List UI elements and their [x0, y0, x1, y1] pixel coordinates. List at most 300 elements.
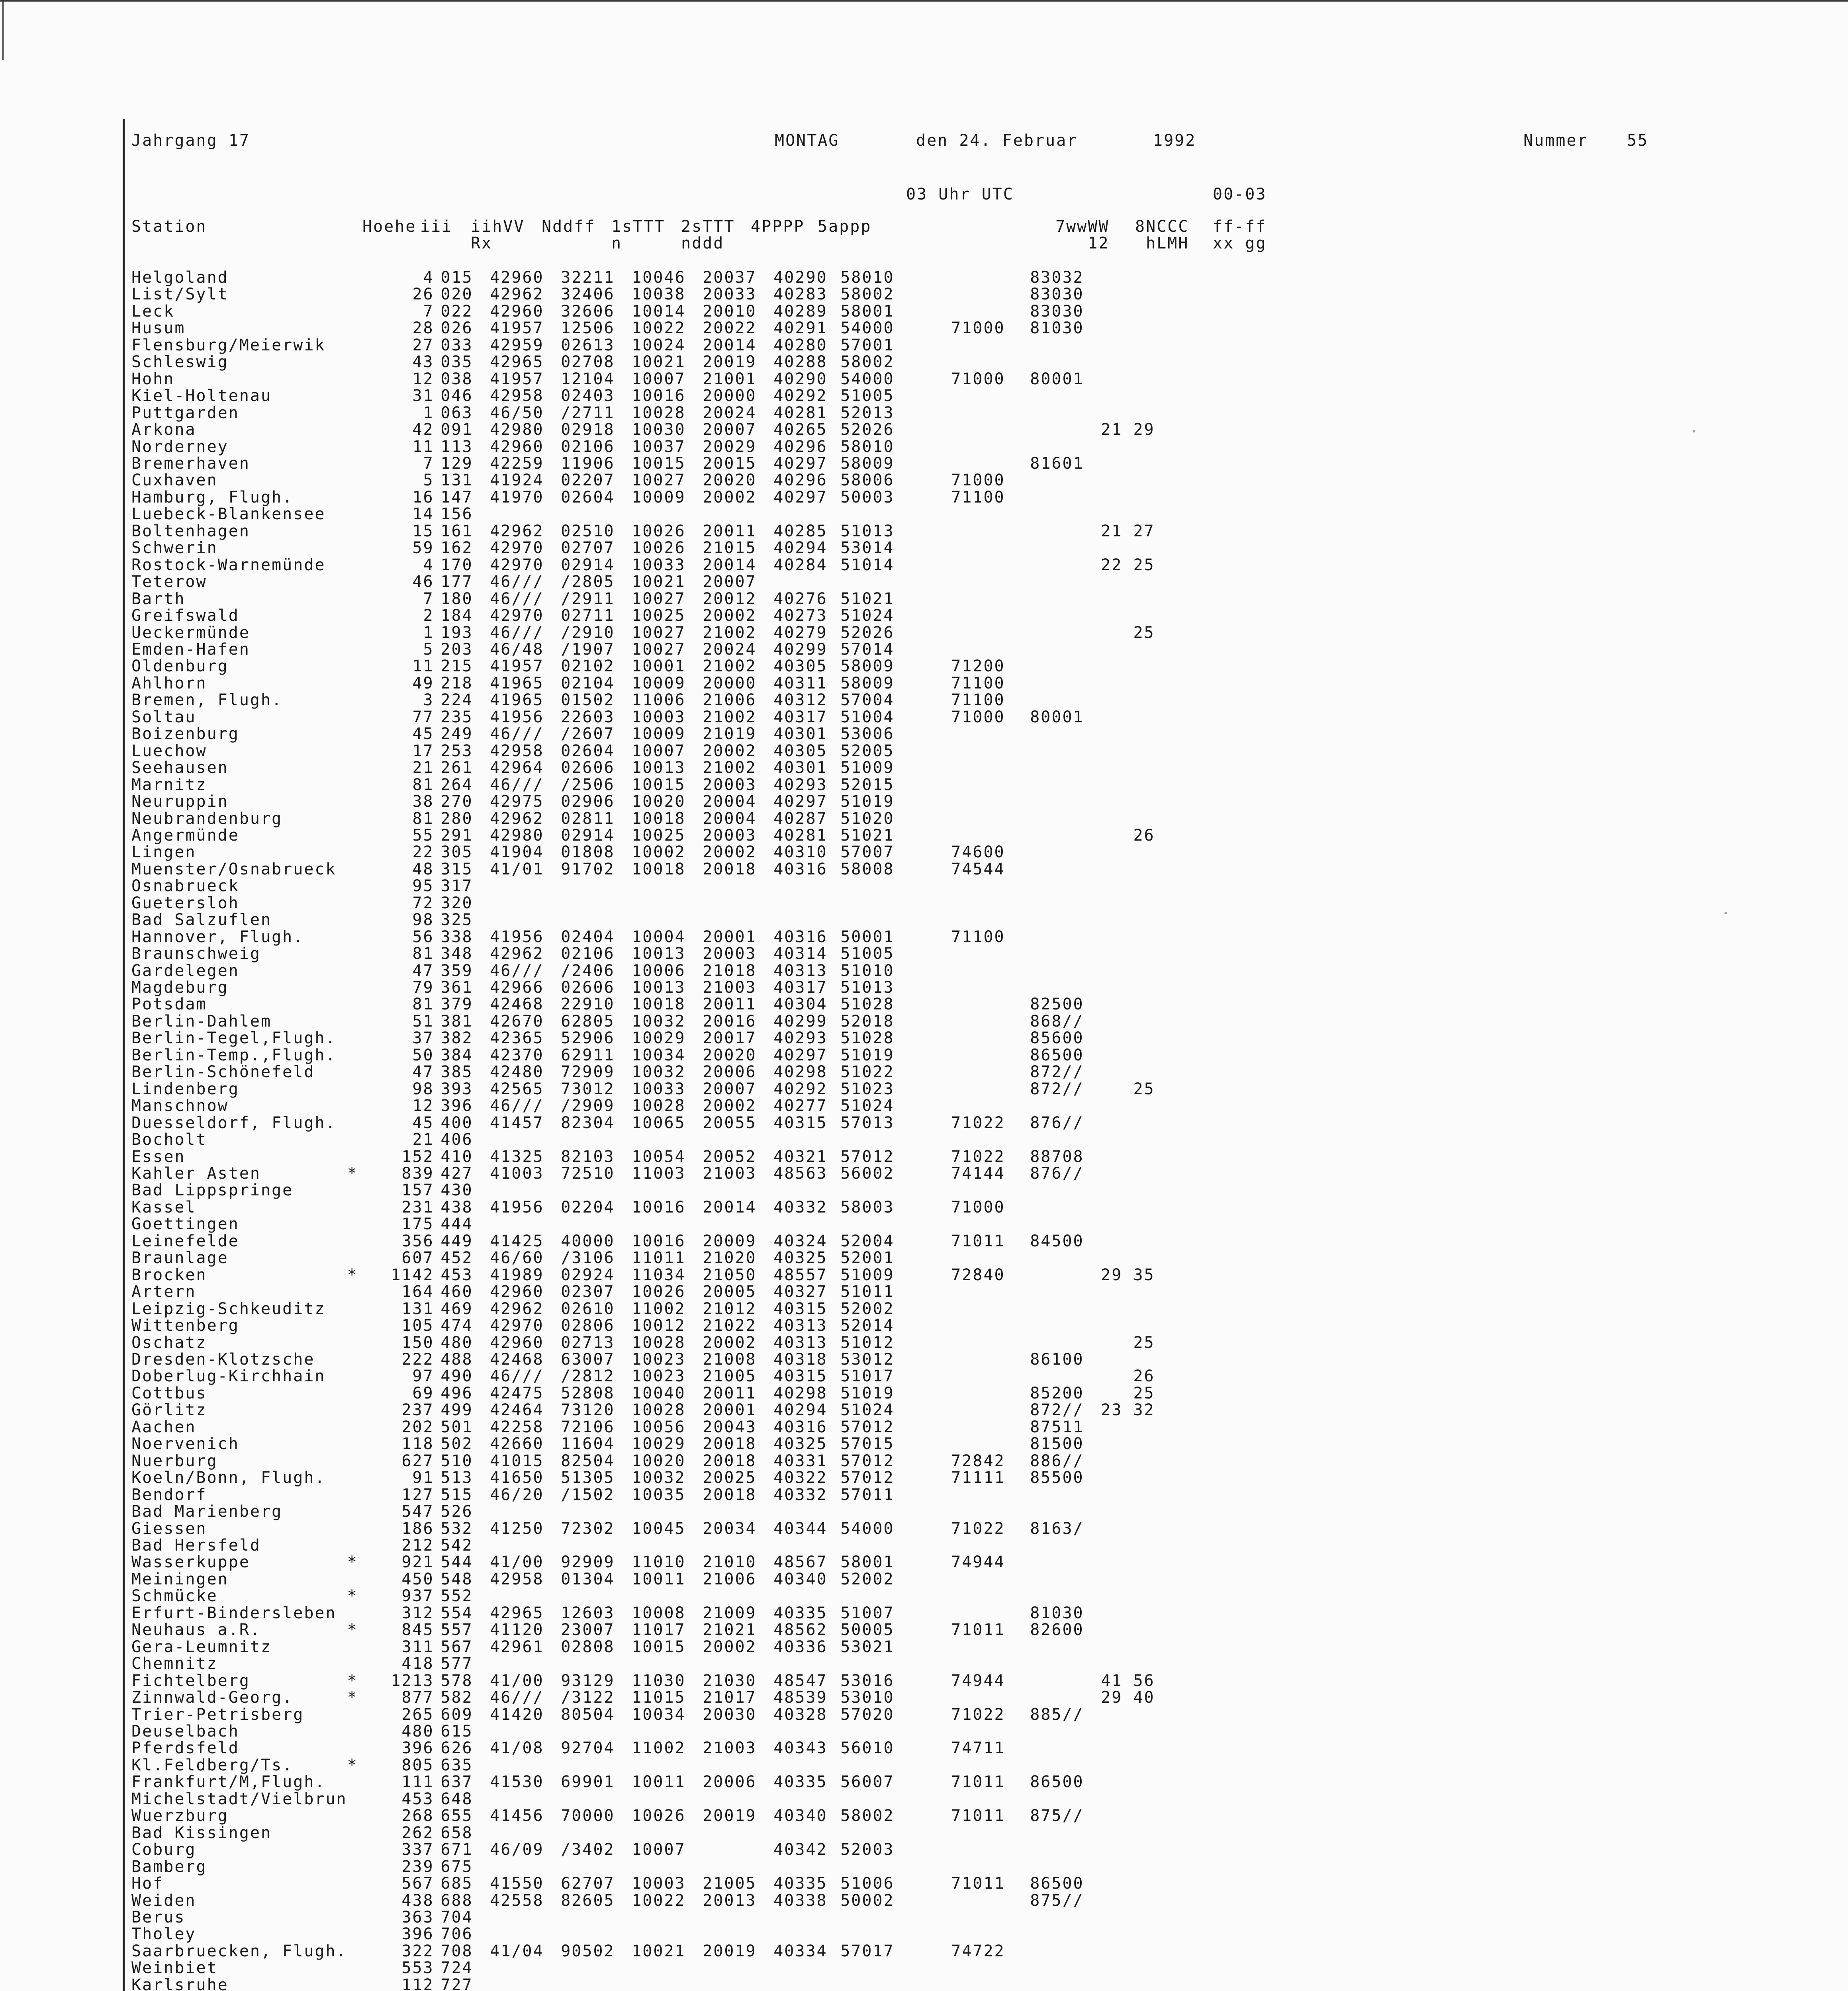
station-id: 510 — [440, 1451, 473, 1470]
group-4pppp: 40312 — [773, 691, 828, 710]
station-id: 526 — [440, 1502, 473, 1521]
group-nddff: 02106 — [561, 437, 615, 456]
group-7wwww — [895, 1537, 1005, 1554]
table-row — [131, 743, 1155, 759]
group-2sttt: 20003 — [703, 775, 757, 794]
group-1sttt: 10015 — [632, 775, 686, 794]
group-iihvv: 42958 — [490, 741, 544, 760]
group-1sttt — [615, 1588, 686, 1604]
group-7wwww — [895, 1858, 1005, 1875]
station-id: 615 — [440, 1722, 473, 1741]
station-id: 184 — [440, 606, 473, 625]
station-id: 381 — [440, 1012, 473, 1031]
group-1sttt — [615, 1723, 686, 1740]
group-8nccc — [1005, 1588, 1084, 1604]
group-7wwww — [895, 1216, 1005, 1232]
station-id: 655 — [440, 1807, 473, 1825]
station-height: 186 — [401, 1519, 434, 1538]
table-row — [131, 1131, 1155, 1148]
group-8nccc — [1005, 1097, 1084, 1114]
station-height: 3 — [423, 691, 434, 710]
group-8nccc — [1005, 793, 1084, 810]
group-8nccc — [1005, 337, 1084, 354]
station-height: 1142 — [391, 1265, 434, 1284]
table-row — [131, 1841, 1155, 1858]
group-4pppp: 40342 — [773, 1840, 828, 1859]
station-name: Tholey — [131, 1925, 196, 1944]
group-4pppp: 40273 — [773, 606, 828, 625]
alpine-marker — [347, 1368, 387, 1385]
group-4pppp: 40301 — [773, 759, 828, 777]
group-2sttt: 20009 — [703, 1232, 757, 1250]
table-row — [131, 387, 1155, 404]
station-id: 427 — [440, 1164, 473, 1183]
group-nddff — [544, 911, 615, 928]
station-id: 453 — [440, 1265, 473, 1284]
group-2sttt: 21010 — [703, 1553, 757, 1572]
group-1sttt: 10016 — [632, 387, 686, 405]
alpine-marker — [347, 1250, 387, 1266]
gust-ff — [1084, 641, 1155, 658]
group-7wwww — [895, 540, 1005, 556]
gust-ff — [1084, 1148, 1155, 1165]
station-name: Flensburg/Meierwik — [131, 336, 326, 354]
table-row — [131, 692, 1155, 708]
alpine-marker — [347, 421, 387, 438]
group-7wwww — [895, 1926, 1005, 1942]
group-7wwww — [895, 1605, 1005, 1621]
group-5appp: 54000 — [840, 319, 895, 338]
gust-ff — [1084, 1419, 1155, 1436]
station-name: Neuhaus a.R. — [131, 1621, 261, 1639]
group-iihvv — [473, 1960, 544, 1976]
group-8nccc — [1005, 743, 1084, 759]
group-4pppp: 40284 — [773, 555, 828, 574]
station-height: 7 — [423, 454, 434, 473]
col-8nccc: 8NCCC hLMH — [1135, 217, 1189, 252]
group-7wwww — [895, 1250, 1005, 1266]
station-height: 175 — [401, 1215, 434, 1234]
group-iihvv: 41957 — [490, 319, 544, 338]
group-nddff: 02914 — [561, 826, 615, 845]
alpine-marker: * — [347, 1688, 358, 1707]
table-row — [131, 1453, 1155, 1469]
table-row — [131, 1097, 1155, 1114]
group-nddff: 02606 — [561, 759, 615, 777]
group-7wwww: 71022 — [951, 1113, 1005, 1132]
group-7wwww — [895, 1503, 1005, 1520]
alpine-marker — [347, 1791, 387, 1807]
group-4pppp: 40344 — [773, 1519, 828, 1538]
table-row — [131, 1588, 1155, 1604]
group-8nccc — [1005, 1283, 1084, 1300]
group-1sttt: 10015 — [632, 454, 686, 473]
station-name: Erfurt-Bindersleben — [131, 1604, 337, 1622]
group-5appp: 58010 — [840, 437, 895, 456]
group-7wwww: 72840 — [951, 1265, 1005, 1284]
issue-number-label: Nummer — [1523, 131, 1588, 150]
group-1sttt: 10026 — [632, 522, 686, 540]
station-id: 637 — [440, 1773, 473, 1792]
group-4pppp: 40335 — [773, 1773, 828, 1792]
group-2sttt: 20019 — [703, 1942, 757, 1960]
group-4pppp: 40321 — [773, 1147, 828, 1166]
group-4pppp — [757, 1757, 828, 1774]
group-5appp: 54000 — [840, 1519, 895, 1538]
group-7wwww: 71011 — [951, 1807, 1005, 1825]
group-1sttt: 11002 — [632, 1739, 686, 1758]
group-5appp: 51005 — [840, 945, 895, 963]
group-8nccc — [1005, 675, 1084, 692]
group-iihvv: 42975 — [490, 792, 544, 811]
gust-ff — [1084, 793, 1155, 810]
station-height: 81 — [412, 775, 434, 794]
group-iihvv — [473, 1216, 544, 1232]
gust-ff — [1084, 929, 1155, 945]
group-5appp: 53014 — [840, 539, 895, 557]
station-name: Coburg — [131, 1840, 196, 1859]
group-5appp: 52026 — [840, 623, 895, 642]
alpine-marker — [347, 1436, 387, 1452]
gust-ff — [1084, 1097, 1155, 1114]
station-height: 17 — [412, 741, 434, 760]
group-1sttt — [615, 506, 686, 522]
group-1sttt: 10029 — [632, 1435, 686, 1453]
group-2sttt: 20017 — [703, 1029, 757, 1048]
group-8nccc: 83030 — [1030, 302, 1084, 321]
group-1sttt: 10008 — [632, 1604, 686, 1622]
alpine-marker — [347, 489, 387, 506]
group-5appp: 57017 — [840, 1942, 895, 1960]
station-name: Noervenich — [131, 1435, 239, 1453]
group-7wwww: 74944 — [951, 1553, 1005, 1572]
station-id: 708 — [440, 1942, 473, 1960]
gust-period: 00-03 — [1213, 185, 1267, 203]
table-row — [131, 1571, 1155, 1588]
gust-ff — [1084, 1571, 1155, 1588]
table-row — [131, 557, 1155, 573]
station-name: Kiel-Holtenau — [131, 387, 272, 405]
station-id: 460 — [440, 1283, 473, 1301]
gust-ff — [1084, 1283, 1155, 1300]
station-name: Bad Kissingen — [131, 1823, 272, 1842]
group-7wwww — [895, 387, 1005, 404]
group-iihvv: 42980 — [490, 826, 544, 845]
station-height: 438 — [401, 1891, 434, 1910]
group-5appp: 52026 — [840, 420, 895, 439]
group-4pppp — [757, 1960, 828, 1976]
group-4pppp: 40296 — [773, 471, 828, 490]
group-8nccc — [1005, 1791, 1084, 1807]
group-nddff: 92909 — [561, 1553, 615, 1572]
gust-ff — [1084, 1013, 1155, 1030]
group-4pppp: 40281 — [773, 826, 828, 845]
station-name: Meiningen — [131, 1570, 229, 1588]
station-height: 105 — [401, 1316, 434, 1335]
group-2sttt — [686, 1791, 757, 1807]
alpine-marker — [347, 709, 387, 726]
group-5appp: 51028 — [840, 1029, 895, 1048]
group-iihvv: 42965 — [490, 1604, 544, 1622]
station-name: Braunlage — [131, 1249, 229, 1267]
station-id: 280 — [440, 809, 473, 828]
station-id: 675 — [440, 1857, 473, 1876]
group-1sttt — [615, 1537, 686, 1554]
station-id: 578 — [440, 1671, 473, 1690]
table-row — [131, 861, 1155, 878]
group-8nccc — [1005, 1199, 1084, 1216]
table-row — [131, 1875, 1155, 1892]
group-nddff: 02713 — [561, 1333, 615, 1352]
station-id: 430 — [440, 1181, 473, 1200]
station-id: 548 — [440, 1570, 473, 1588]
group-iihvv: 42961 — [490, 1637, 544, 1656]
table-row — [131, 962, 1155, 979]
group-7wwww — [895, 1655, 1005, 1672]
group-7wwww — [895, 1571, 1005, 1588]
group-2sttt: 20020 — [703, 471, 757, 490]
gust-ff — [1084, 979, 1155, 996]
station-id: 706 — [440, 1925, 473, 1944]
group-1sttt: 10002 — [632, 843, 686, 862]
group-7wwww: 71100 — [951, 488, 1005, 507]
group-8nccc: 81601 — [1030, 454, 1084, 473]
station-name: Doberlug-Kirchhain — [131, 1367, 326, 1386]
group-2sttt: 20003 — [703, 945, 757, 963]
group-1sttt: 10020 — [632, 1451, 686, 1470]
station-name: Husum — [131, 319, 186, 338]
alpine-marker — [347, 929, 387, 945]
group-iihvv — [473, 1926, 544, 1942]
gust-ff — [1084, 371, 1155, 387]
group-2sttt: 20002 — [703, 606, 757, 625]
group-7wwww: 71200 — [951, 657, 1005, 676]
group-nddff: 23007 — [561, 1621, 615, 1639]
station-name: Bendorf — [131, 1485, 207, 1504]
alpine-marker — [347, 1115, 387, 1131]
gust-ff — [1084, 286, 1155, 303]
group-8nccc — [1005, 438, 1084, 455]
group-8nccc — [1005, 979, 1084, 996]
group-8nccc: 876// — [1030, 1164, 1084, 1183]
group-iihvv: 41965 — [490, 674, 544, 692]
group-5appp: 58001 — [840, 1553, 895, 1572]
station-name: Arkona — [131, 420, 196, 439]
group-4pppp: 40299 — [773, 1012, 828, 1031]
group-iihvv: 46/// — [490, 573, 544, 591]
group-2sttt: 20052 — [703, 1147, 757, 1166]
station-id: 544 — [440, 1553, 473, 1572]
group-iihvv: 42660 — [490, 1435, 544, 1453]
station-height: 450 — [401, 1570, 434, 1588]
group-1sttt: 11030 — [632, 1671, 686, 1690]
station-id: 170 — [440, 555, 473, 574]
alpine-marker — [347, 962, 387, 979]
group-2sttt: 20002 — [703, 843, 757, 862]
station-name: Kl.Feldberg/Ts. — [131, 1756, 294, 1774]
group-nddff: 02906 — [561, 792, 615, 811]
station-id: 177 — [440, 573, 473, 591]
group-2sttt — [686, 1537, 757, 1554]
alpine-marker — [347, 1723, 387, 1740]
station-name: Bremen, Flugh. — [131, 691, 283, 710]
station-id: 452 — [440, 1249, 473, 1267]
gust-ff — [1084, 506, 1155, 522]
group-nddff: 93129 — [561, 1671, 615, 1690]
group-nddff: 62805 — [561, 1012, 615, 1031]
group-nddff: /2910 — [561, 623, 615, 642]
group-5appp: 56002 — [840, 1164, 895, 1183]
group-4pppp: 40340 — [773, 1570, 828, 1588]
scan-edge-top — [0, 0, 1848, 2]
group-2sttt: 21009 — [703, 1604, 757, 1622]
group-nddff: 02307 — [561, 1283, 615, 1301]
station-name: Boizenburg — [131, 725, 239, 743]
group-iihvv — [473, 1977, 544, 1991]
group-4pppp: 40332 — [773, 1485, 828, 1504]
group-1sttt: 10033 — [632, 555, 686, 574]
station-height: 47 — [412, 961, 434, 980]
station-name: Duesseldorf, Flugh. — [131, 1113, 337, 1132]
group-5appp: 57015 — [840, 1435, 895, 1453]
group-5appp: 52018 — [840, 1012, 895, 1031]
group-4pppp — [757, 1791, 828, 1807]
group-8nccc — [1005, 387, 1084, 404]
group-1sttt — [615, 1858, 686, 1875]
group-1sttt: 10007 — [632, 1840, 686, 1859]
group-2sttt: 20004 — [703, 792, 757, 811]
group-8nccc: 80001 — [1030, 370, 1084, 388]
group-8nccc: 81030 — [1030, 319, 1084, 338]
group-nddff: /2607 — [561, 725, 615, 743]
group-5appp: 53016 — [840, 1671, 895, 1690]
group-iihvv — [473, 1791, 544, 1807]
station-height: 48 — [412, 860, 434, 878]
station-name: Potsdam — [131, 995, 207, 1014]
gust-ff — [1084, 911, 1155, 928]
gust-ff — [1084, 861, 1155, 878]
station-name: Oldenburg — [131, 657, 229, 676]
scan-speck — [1725, 912, 1727, 914]
group-5appp: 51024 — [840, 1401, 895, 1420]
group-7wwww — [895, 945, 1005, 962]
gust-ff — [1084, 1909, 1155, 1926]
table-row — [131, 1926, 1155, 1942]
group-nddff: 90502 — [561, 1942, 615, 1960]
station-id: 406 — [440, 1130, 473, 1149]
station-name: Magdeburg — [131, 978, 229, 997]
group-7wwww — [895, 405, 1005, 421]
station-name: Bad Marienberg — [131, 1502, 283, 1521]
station-name: Bad Lippspringe — [131, 1181, 294, 1200]
alpine-marker — [347, 1317, 387, 1334]
table-row — [131, 489, 1155, 506]
group-8nccc — [1005, 607, 1084, 624]
group-1sttt: 10009 — [632, 725, 686, 743]
gust-ff — [1084, 1858, 1155, 1875]
group-iihvv — [473, 911, 544, 928]
group-nddff — [544, 1791, 615, 1807]
station-id: 015 — [440, 268, 473, 287]
station-name: Brocken — [131, 1265, 207, 1284]
group-5appp: 58006 — [840, 471, 895, 490]
station-height: 7 — [423, 589, 434, 608]
gust-ff — [1084, 1774, 1155, 1790]
group-8nccc: 83030 — [1030, 285, 1084, 304]
table-row — [131, 1334, 1155, 1351]
group-7wwww — [895, 337, 1005, 354]
group-8nccc — [1005, 1689, 1084, 1706]
table-row — [131, 1165, 1155, 1182]
group-1sttt: 10023 — [632, 1350, 686, 1369]
group-nddff — [544, 1588, 615, 1604]
group-5appp: 54000 — [840, 370, 895, 388]
group-8nccc: 886// — [1030, 1451, 1084, 1470]
gust-ff — [1084, 438, 1155, 455]
group-8nccc — [1005, 1503, 1084, 1520]
station-height: 21 — [412, 1130, 434, 1149]
group-nddff — [544, 1757, 615, 1774]
gust-ff — [1084, 878, 1155, 894]
col-iii: iii — [420, 217, 453, 236]
alpine-marker — [347, 1825, 387, 1841]
gust-ff — [1084, 776, 1155, 793]
gust-ff — [1084, 354, 1155, 370]
gust-ff: 23 32 — [1101, 1401, 1155, 1420]
station-name: Rostock-Warnemünde — [131, 555, 326, 574]
group-8nccc — [1005, 911, 1084, 928]
group-2sttt: 20024 — [703, 403, 757, 422]
group-4pppp: 40265 — [773, 420, 828, 439]
group-8nccc — [1005, 540, 1084, 556]
group-2sttt: 20037 — [703, 268, 757, 287]
station-height: 55 — [412, 826, 434, 845]
group-4pppp: 40325 — [773, 1435, 828, 1453]
group-5appp: 51013 — [840, 522, 895, 540]
group-2sttt: 20018 — [703, 1485, 757, 1504]
group-8nccc — [1005, 1267, 1084, 1283]
group-iihvv: 41250 — [490, 1519, 544, 1538]
group-7wwww: 71011 — [951, 1621, 1005, 1639]
station-height: 11 — [412, 657, 434, 676]
alpine-marker — [347, 1469, 387, 1486]
group-iihvv: 42962 — [490, 809, 544, 828]
group-4pppp: 40343 — [773, 1739, 828, 1758]
table-row — [131, 895, 1155, 911]
table-row — [131, 286, 1155, 303]
group-iihvv: 41989 — [490, 1265, 544, 1284]
station-name: Berlin-Tegel,Flugh. — [131, 1029, 337, 1048]
group-5appp: 52001 — [840, 1249, 895, 1267]
group-7wwww — [895, 962, 1005, 979]
group-4pppp — [757, 1723, 828, 1740]
group-8nccc — [1005, 692, 1084, 708]
group-1sttt: 10003 — [632, 1874, 686, 1893]
col-hoehe: Hoehe — [362, 217, 417, 236]
group-4pppp — [757, 1216, 828, 1232]
group-1sttt: 10026 — [632, 1807, 686, 1825]
col-iihvv: iihVV Rx — [471, 217, 525, 252]
group-4pppp: 40281 — [773, 403, 828, 422]
group-2sttt: 20019 — [703, 353, 757, 372]
table-row — [131, 1351, 1155, 1368]
station-id: 542 — [440, 1536, 473, 1555]
group-2sttt — [686, 506, 757, 522]
group-nddff — [544, 506, 615, 522]
table-row — [131, 1503, 1155, 1520]
group-iihvv: 42464 — [490, 1401, 544, 1420]
group-8nccc — [1005, 624, 1084, 641]
